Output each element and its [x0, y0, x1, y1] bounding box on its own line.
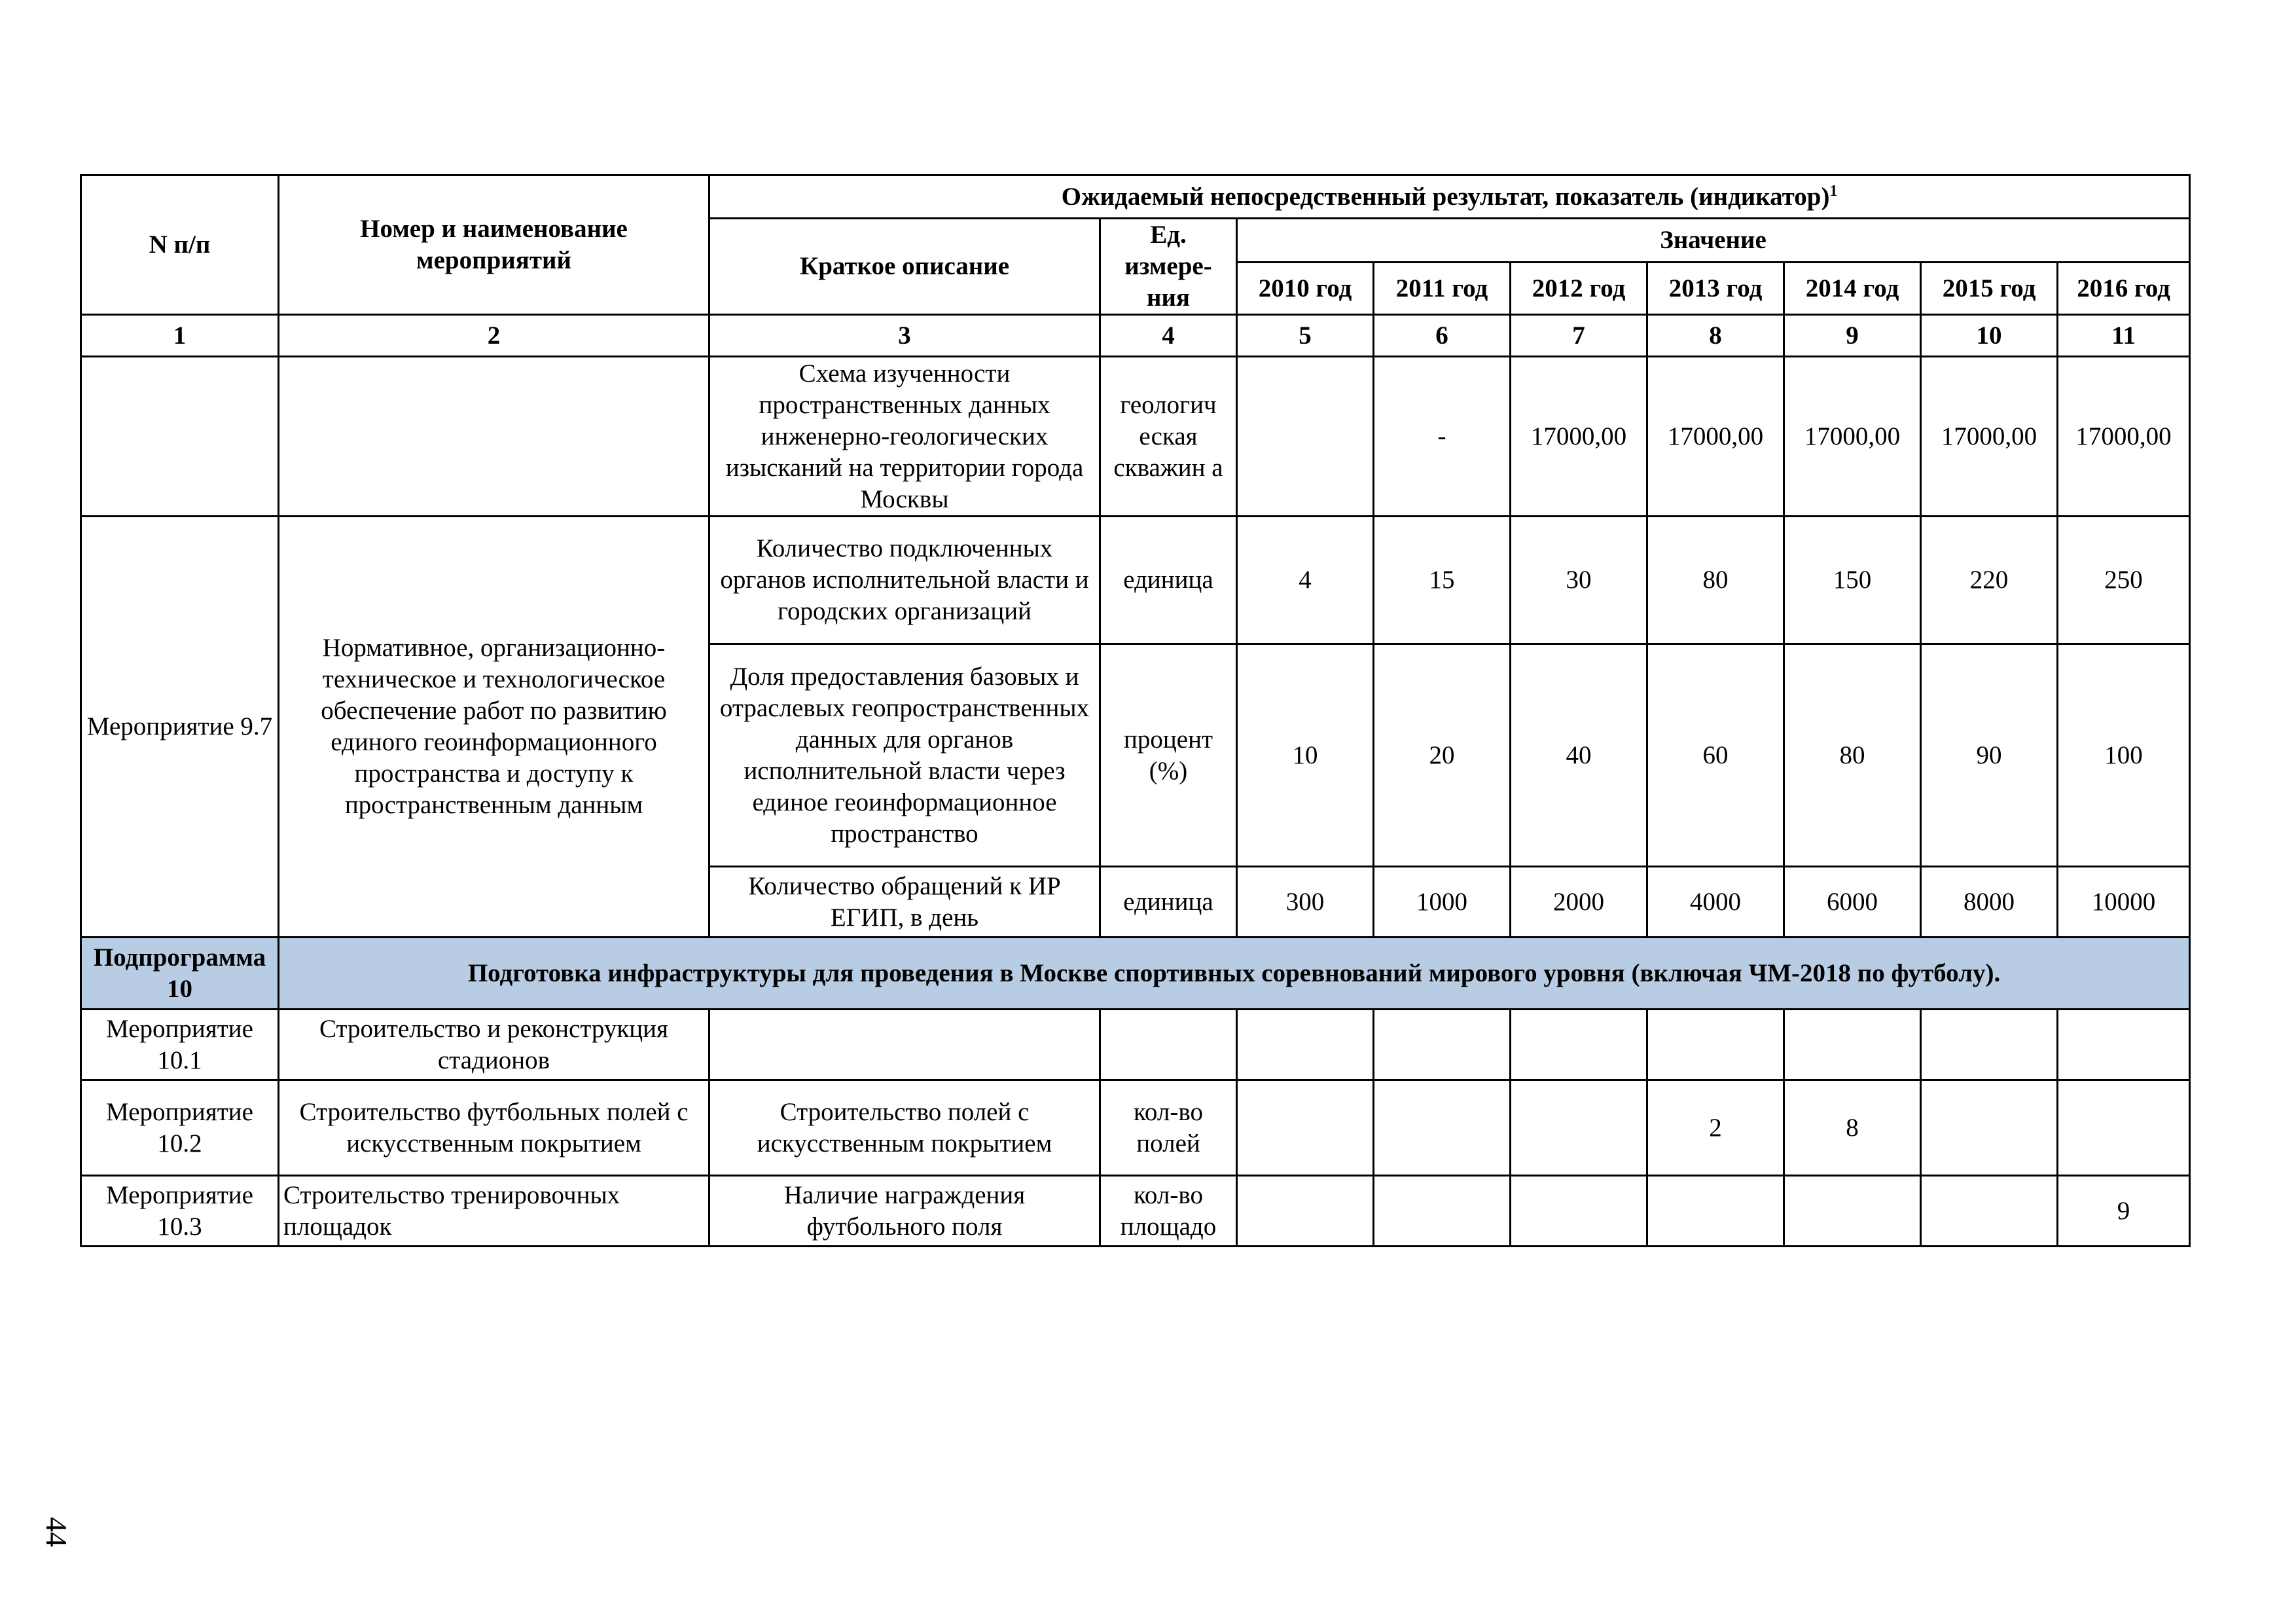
row-value: 17000,00 — [2058, 357, 2190, 517]
col-number: 9 — [1784, 315, 1921, 357]
row-value — [1511, 1080, 1647, 1176]
row-value — [2058, 1080, 2190, 1176]
row-value: - — [1374, 357, 1511, 517]
col-number: 5 — [1237, 315, 1374, 357]
table-row — [81, 517, 2190, 644]
row-value: 220 — [1921, 517, 2058, 644]
row-unit: единица — [1100, 517, 1237, 644]
row-value — [1237, 1010, 1374, 1080]
row-value: 17000,00 — [1921, 357, 2058, 517]
row-num: Мероприятие 9.7 — [81, 517, 279, 938]
year-header: 2016 год — [2058, 263, 2190, 315]
row-value — [1921, 1176, 2058, 1247]
col-num-header: N п/п — [81, 175, 279, 315]
row-desc: Доля предоставления базовых и отраслевых геопространственных данных для органов исполнительной власти через единое геоинформационное пространство — [709, 644, 1100, 867]
year-header: 2015 год — [1921, 263, 2058, 315]
subprogram-label: Подпрограмма 10 — [81, 938, 279, 1010]
table-row — [81, 1080, 2190, 1176]
row-value: 17000,00 — [1647, 357, 1784, 517]
row-value: 4 — [1237, 517, 1374, 644]
row-value — [1511, 1176, 1647, 1247]
row-unit: единица — [1100, 867, 1237, 938]
row-value — [1237, 1080, 1374, 1176]
row-unit: процент (%) — [1100, 644, 1237, 867]
year-header: 2010 год — [1237, 263, 1374, 315]
row-name: Строительство футбольных полей с искусственным покрытием — [279, 1080, 709, 1176]
row-desc — [709, 1010, 1100, 1080]
col-number: 4 — [1100, 315, 1237, 357]
row-value: 8000 — [1921, 867, 2058, 938]
row-value — [1374, 1080, 1511, 1176]
result-group-header — [709, 175, 2190, 219]
row-value: 2 — [1647, 1080, 1784, 1176]
row-value — [1784, 1176, 1921, 1247]
col-number: 8 — [1647, 315, 1784, 357]
row-value — [1784, 1010, 1921, 1080]
col-value-header: Значение — [1237, 219, 2190, 263]
year-header: 2014 год — [1784, 263, 1921, 315]
col-unit-header: Ед. измере-ния — [1100, 219, 1237, 315]
row-value: 100 — [2058, 644, 2190, 867]
row-value: 10000 — [2058, 867, 2190, 938]
row-value: 1000 — [1374, 867, 1511, 938]
row-desc: Схема изученности пространственных данных инженерно-геологических изысканий на территории города Москвы — [709, 357, 1100, 517]
row-value — [1921, 1080, 2058, 1176]
row-value: 90 — [1921, 644, 2058, 867]
row-num: Мероприятие 10.3 — [81, 1176, 279, 1247]
subprogram-row — [81, 938, 2190, 1010]
table-row — [81, 1010, 2190, 1080]
col-number: 2 — [279, 315, 709, 357]
row-value: 20 — [1374, 644, 1511, 867]
col-number: 11 — [2058, 315, 2190, 357]
indicators-table — [80, 174, 2191, 1247]
col-name-header: Номер и наименование мероприятий — [279, 175, 709, 315]
row-value: 4000 — [1647, 867, 1784, 938]
col-number: 1 — [81, 315, 279, 357]
col-number: 6 — [1374, 315, 1511, 357]
row-value: 17000,00 — [1784, 357, 1921, 517]
footnote-mark: 1 — [1829, 182, 1838, 200]
row-value: 17000,00 — [1511, 357, 1647, 517]
row-unit: кол-во полей — [1100, 1080, 1237, 1176]
col-number: 7 — [1511, 315, 1647, 357]
row-desc: Наличие награждения футбольного поля — [709, 1176, 1100, 1247]
page-number: 44 — [40, 1517, 73, 1547]
row-value — [1237, 1176, 1374, 1247]
row-value: 15 — [1374, 517, 1511, 644]
table-row — [81, 357, 2190, 517]
col-number: 3 — [709, 315, 1100, 357]
col-desc-header: Краткое описание — [709, 219, 1100, 315]
result-group-title: Ожидаемый непосредственный результат, показатель (индикатор) — [1061, 182, 1830, 211]
row-value — [1647, 1176, 1784, 1247]
row-desc: Строительство полей с искусственным покрытием — [709, 1080, 1100, 1176]
row-value — [2058, 1010, 2190, 1080]
row-value: 10 — [1237, 644, 1374, 867]
row-name: Нормативное, организационно-техническое и технологическое обеспечение работ по развитию единого геоинформационного пространства и доступу к пространственным данным — [279, 517, 709, 938]
row-num: Мероприятие 10.1 — [81, 1010, 279, 1080]
row-num — [81, 357, 279, 517]
row-value — [1374, 1010, 1511, 1080]
row-unit: кол-во площадо — [1100, 1176, 1237, 1247]
row-name: Строительство и реконструкция стадионов — [279, 1010, 709, 1080]
year-header: 2012 год — [1511, 263, 1647, 315]
row-value: 80 — [1784, 644, 1921, 867]
row-value — [1374, 1176, 1511, 1247]
row-unit — [1100, 1010, 1237, 1080]
col-number: 10 — [1921, 315, 2058, 357]
row-value — [1237, 357, 1374, 517]
row-value: 8 — [1784, 1080, 1921, 1176]
year-header: 2013 год — [1647, 263, 1784, 315]
row-value: 80 — [1647, 517, 1784, 644]
row-value: 2000 — [1511, 867, 1647, 938]
row-value: 9 — [2058, 1176, 2190, 1247]
year-header: 2011 год — [1374, 263, 1511, 315]
row-unit: геологич еская скважин а — [1100, 357, 1237, 517]
row-value — [1511, 1010, 1647, 1080]
row-num: Мероприятие 10.2 — [81, 1080, 279, 1176]
row-desc: Количество подключенных органов исполнительной власти и городских организаций — [709, 517, 1100, 644]
row-value: 40 — [1511, 644, 1647, 867]
row-desc: Количество обращений к ИР ЕГИП, в день — [709, 867, 1100, 938]
row-value: 250 — [2058, 517, 2190, 644]
row-value — [1647, 1010, 1784, 1080]
row-value: 150 — [1784, 517, 1921, 644]
row-value: 6000 — [1784, 867, 1921, 938]
row-value: 300 — [1237, 867, 1374, 938]
row-value — [1921, 1010, 2058, 1080]
row-name: Строительство тренировочных площадок — [279, 1176, 709, 1247]
row-value: 60 — [1647, 644, 1784, 867]
row-name — [279, 357, 709, 517]
row-value: 30 — [1511, 517, 1647, 644]
subprogram-title: Подготовка инфраструктуры для проведения в Москве спортивных соревнований мирового уровня (включая ЧМ-2018 по футболу). — [279, 938, 2190, 1010]
table-row — [81, 1176, 2190, 1247]
